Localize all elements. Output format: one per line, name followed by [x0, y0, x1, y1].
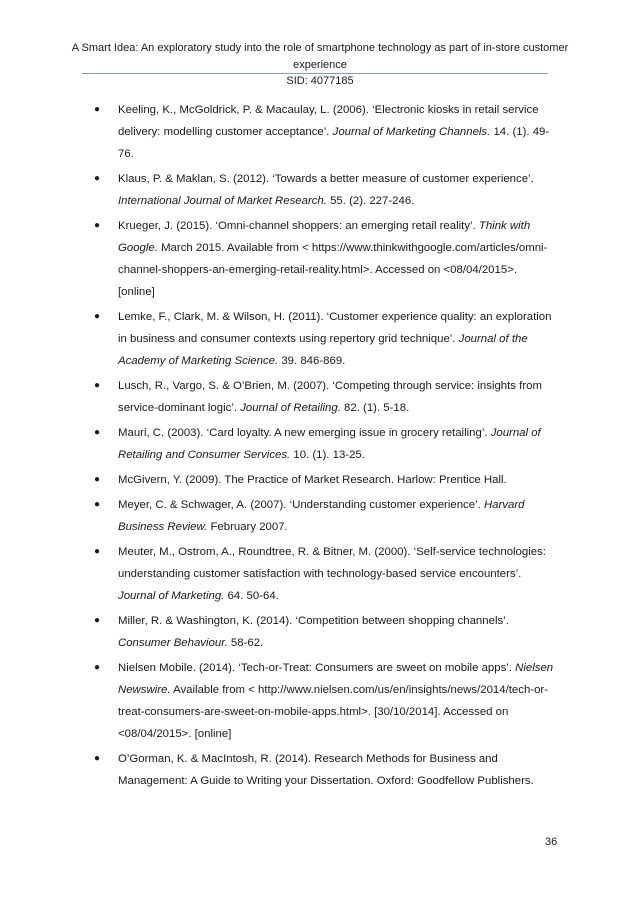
reference-source: Harvard Business Review.: [118, 499, 525, 533]
reference-item: [94, 215, 556, 303]
reference-item: [94, 168, 556, 212]
reference-text: O’Gorman, K. & MacIntosh, R. (2014). Research Methods for Business and Management: A Guide to Writing your Dissertation. Oxford: Goodfellow Publishers.: [118, 753, 534, 787]
bullet-icon: ●: [94, 546, 101, 557]
bullet-icon: ●: [94, 311, 101, 322]
reference-details: 82. (1). 5-18.: [340, 402, 410, 414]
reference-item: [94, 541, 556, 607]
reference-details: 10. (1). 13-25.: [290, 449, 365, 461]
bullet-icon: ●: [94, 173, 101, 184]
reference-item: [94, 748, 556, 792]
reference-source: Journal of the Academy of Marketing Science.: [118, 333, 528, 367]
bullet-icon: ●: [94, 615, 101, 626]
reference-source: Journal of Retailing and Consumer Services.: [118, 427, 541, 461]
reference-source: International Journal of Market Research.: [118, 195, 327, 207]
reference-details: 39. 846-869.: [278, 355, 346, 367]
reference-item: [94, 657, 556, 745]
reference-source: Journal of Marketing.: [118, 590, 225, 602]
bullet-icon: ●: [94, 662, 101, 673]
reference-item: [94, 422, 556, 466]
reference-text: McGivern, Y. (2009). The Practice of Market Research. Harlow: Prentice Hall.: [118, 474, 507, 486]
reference-item: [94, 306, 556, 372]
bullet-icon: ●: [94, 220, 101, 231]
reference-details: March 2015. Available from < https://www.thinkwithgoogle.com/articles/omni-channel-shoppers-an-emerging-retail-reality.html>. Accessed on <08/04/2015>. [online]: [118, 242, 548, 298]
bullet-icon: ●: [94, 104, 101, 115]
reference-text: Meuter, M., Ostrom, A., Roundtree, R. & Bitner, M. (2000). ‘Self-service technologies: understanding customer satisfaction with technology-based service encounters’.: [118, 546, 546, 580]
page-number: 36: [545, 836, 558, 848]
reference-details: February 2007.: [207, 521, 288, 533]
reference-text: Nielsen Mobile. (2014). ‘Tech-or-Treat: Consumers are sweet on mobile apps’.: [118, 662, 516, 674]
reference-source: Nielsen Newswire.: [118, 662, 554, 696]
reference-text: Lusch, R., Vargo, S. & O’Brien, M. (2007). ‘Competing through service: insights from service-dominant logic’.: [118, 380, 542, 414]
reference-list: [94, 99, 556, 795]
reference-item: [94, 375, 556, 419]
reference-source: Journal of Retailing.: [240, 402, 341, 414]
reference-source: Journal of Marketing Channels.: [332, 126, 491, 138]
reference-text: Klaus, P. & Maklan, S. (2012). ‘Towards a better measure of customer experience’.: [118, 173, 534, 185]
reference-details: 64. 50-64.: [224, 590, 279, 602]
bullet-icon: ●: [94, 474, 101, 485]
reference-source: Consumer Behaviour.: [118, 637, 228, 649]
reference-text: Meyer, C. & Schwager, A. (2007). ‘Understanding customer experience’.: [118, 499, 484, 511]
header-title: A Smart Idea: An exploratory study into the role of smartphone technology as part of in-store customer experience: [71, 42, 569, 71]
reference-text: Lemke, F., Clark, M. & Wilson, H. (2011). ‘Customer experience quality: an exploration in business and consumer contexts using repertory grid technique’.: [118, 311, 552, 345]
reference-text: Keeling, K., McGoldrick, P. & Macaulay, L. (2006). ‘Electronic kiosks in retail service delivery: modelling customer acceptance’.: [118, 104, 539, 138]
reference-details: 55. (2). 227-246.: [326, 195, 415, 207]
reference-item: [94, 494, 556, 538]
reference-details: Available from < http://www.nielsen.com/us/en/insights/news/2014/tech-or-treat-consumers-are-sweet-on-mobile-apps.html>. [30/10/2014]. Accessed on <08/04/2015>. [online]: [118, 684, 548, 740]
bullet-icon: ●: [94, 499, 101, 510]
reference-text: Miller, R. & Washington, K. (2014). ‘Competition between shopping channels’.: [118, 615, 509, 627]
bullet-icon: ●: [94, 753, 101, 764]
reference-source: Think with Google.: [118, 220, 531, 254]
reference-item: [94, 469, 556, 491]
reference-text: Mauri, C. (2003). ‘Card loyalty. A new emerging issue in grocery retailing’.: [118, 427, 491, 439]
student-id: SID: 4077185: [286, 75, 354, 87]
running-header: [60, 40, 580, 74]
bullet-icon: ●: [94, 427, 101, 438]
reference-details: 58-62.: [227, 637, 264, 649]
reference-text: Krueger, J. (2015). ‘Omni-channel shoppers: an emerging retail reality’.: [118, 220, 479, 232]
bullet-icon: ●: [94, 380, 101, 391]
reference-details: 14. (1). 49-76.: [118, 126, 550, 160]
reference-item: [94, 99, 556, 165]
reference-item: [94, 610, 556, 654]
